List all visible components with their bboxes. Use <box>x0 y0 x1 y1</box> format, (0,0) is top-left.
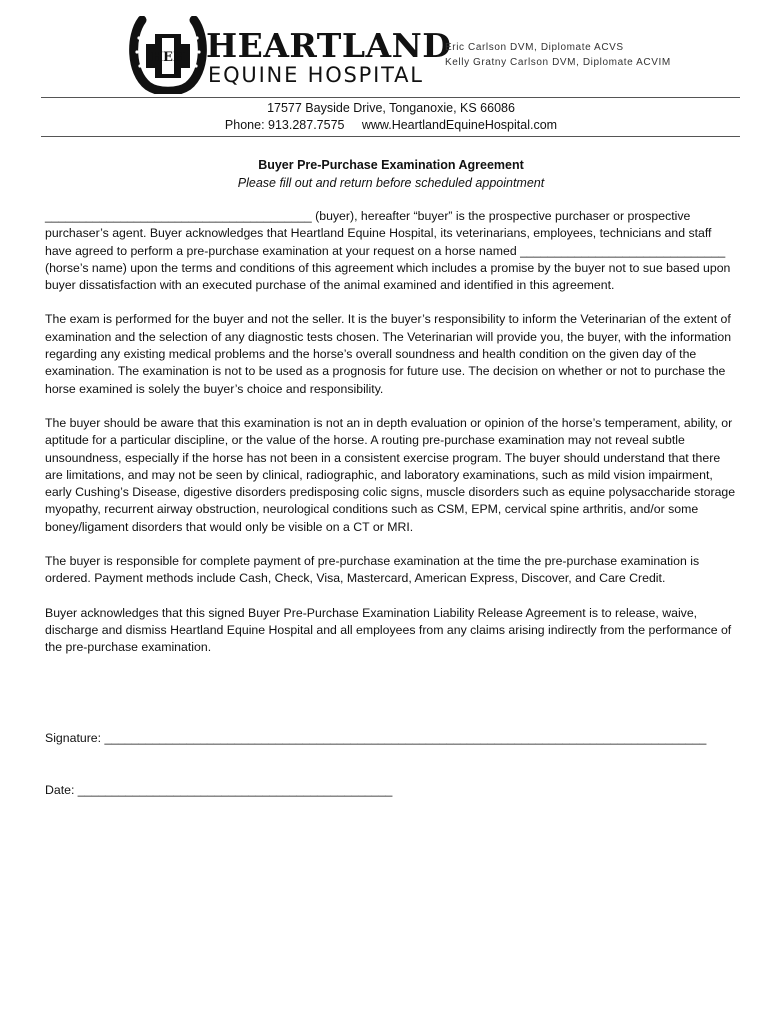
document-subtitle: Please fill out and return before scheduled appointment <box>237 176 545 190</box>
signature-line[interactable]: Signature: ________________________________________________________________________________________ <box>45 731 707 745</box>
phone-website: Phone: 913.287.7575 www.HeartlandEquineHospital.com <box>224 118 558 132</box>
agreement-paragraph: _______________________________________ (buyer), hereafter “buyer” is the prospective purchaser or prospective purchaser’s agent. Buyer acknowledges that Heartland Equine Hospital, its veterinarians, employees, technicians and staff have agreed to perform a pre-purchase examination at your request on a horse named ______________________________ (horse’s name) upon the terms and conditions of this agreement which includes a promise by the buyer not to sue based upon buyer dissatisfaction with an executed purchase of the animal examined and identified in this agreement. <box>45 209 731 293</box>
hospital-logo <box>128 16 452 94</box>
agreement-body <box>45 208 739 674</box>
address: 17577 Bayside Drive, Tonganoxie, KS 66086 <box>267 101 515 115</box>
date-line[interactable]: Date: ______________________________________________ <box>45 783 393 797</box>
document-heading <box>0 156 770 192</box>
logo-initials: HEH <box>150 50 186 65</box>
document-title: Buyer Pre-Purchase Examination Agreement <box>258 158 524 172</box>
horseshoe-logo-icon <box>128 16 208 94</box>
agreement-paragraph: The buyer is responsible for complete payment of pre-purchase examination at the time the pre-purchase examination is ordered. Payment methods include Cash, Check, Visa, Mastercard, American Express, Discover, and Care Credit. <box>45 554 700 586</box>
doctor-name: Kelly Gratny Carlson DVM, Diplomate ACVIM <box>445 57 671 68</box>
contact-divider <box>41 136 740 137</box>
header-divider <box>41 97 740 98</box>
doctors-list <box>445 40 671 70</box>
agreement-paragraph: Buyer acknowledges that this signed Buyer Pre-Purchase Examination Liability Release Agreement is to release, waive, discharge and dismiss Heartland Equine Hospital and all employees from any claims arising indirectly from the performance of the pre-purchase examination. <box>45 605 732 655</box>
hospital-name-line2: EQUINE HOSPITAL <box>208 63 424 87</box>
agreement-paragraph: The exam is performed for the buyer and not the seller. It is the buyer’s responsibility to inform the Veterinarian of the extent of examination and the selection of any diagnostic tests chosen. The Veterinarian will provide you, the buyer, with the information regarding any existing medical problems and the horse’s overall soundness and health condition on the given day of the examination. The examination is not to be used as a prognosis for future use. The decision on whether or not to purchase the horse examined is solely the buyer’s choice and responsibility. <box>45 312 732 396</box>
contact-info <box>0 100 770 134</box>
agreement-paragraph: The buyer should be aware that this examination is not an in depth evaluation or opinion of the horse’s temperament, ability, or aptitude for a particular discipline, or the value of the horse. A routing pre-purchase examination may not reveal subtle unsoundness, especially if the horse has not been in a consistent exercise program. The buyer should understand that there are limitations, and may not be seen by clinical, radiographic, and laboratory examinations, such as mild vision impairment, early Cushing’s Disease, digestive disorders predisposing colic signs, muscle disorders such as equine polysaccharide storage myopathy, recurrent airway obstruction, neurological conditions such as CSM, EPM, cervical spine arthritis, and/or some boney/ligament disorders that would only be visible on a CT or MRI. <box>45 415 736 534</box>
doctor-name: Eric Carlson DVM, Diplomate ACVS <box>445 42 624 53</box>
hospital-name-line1: HEARTLAND <box>206 26 452 65</box>
letterhead <box>0 0 770 100</box>
